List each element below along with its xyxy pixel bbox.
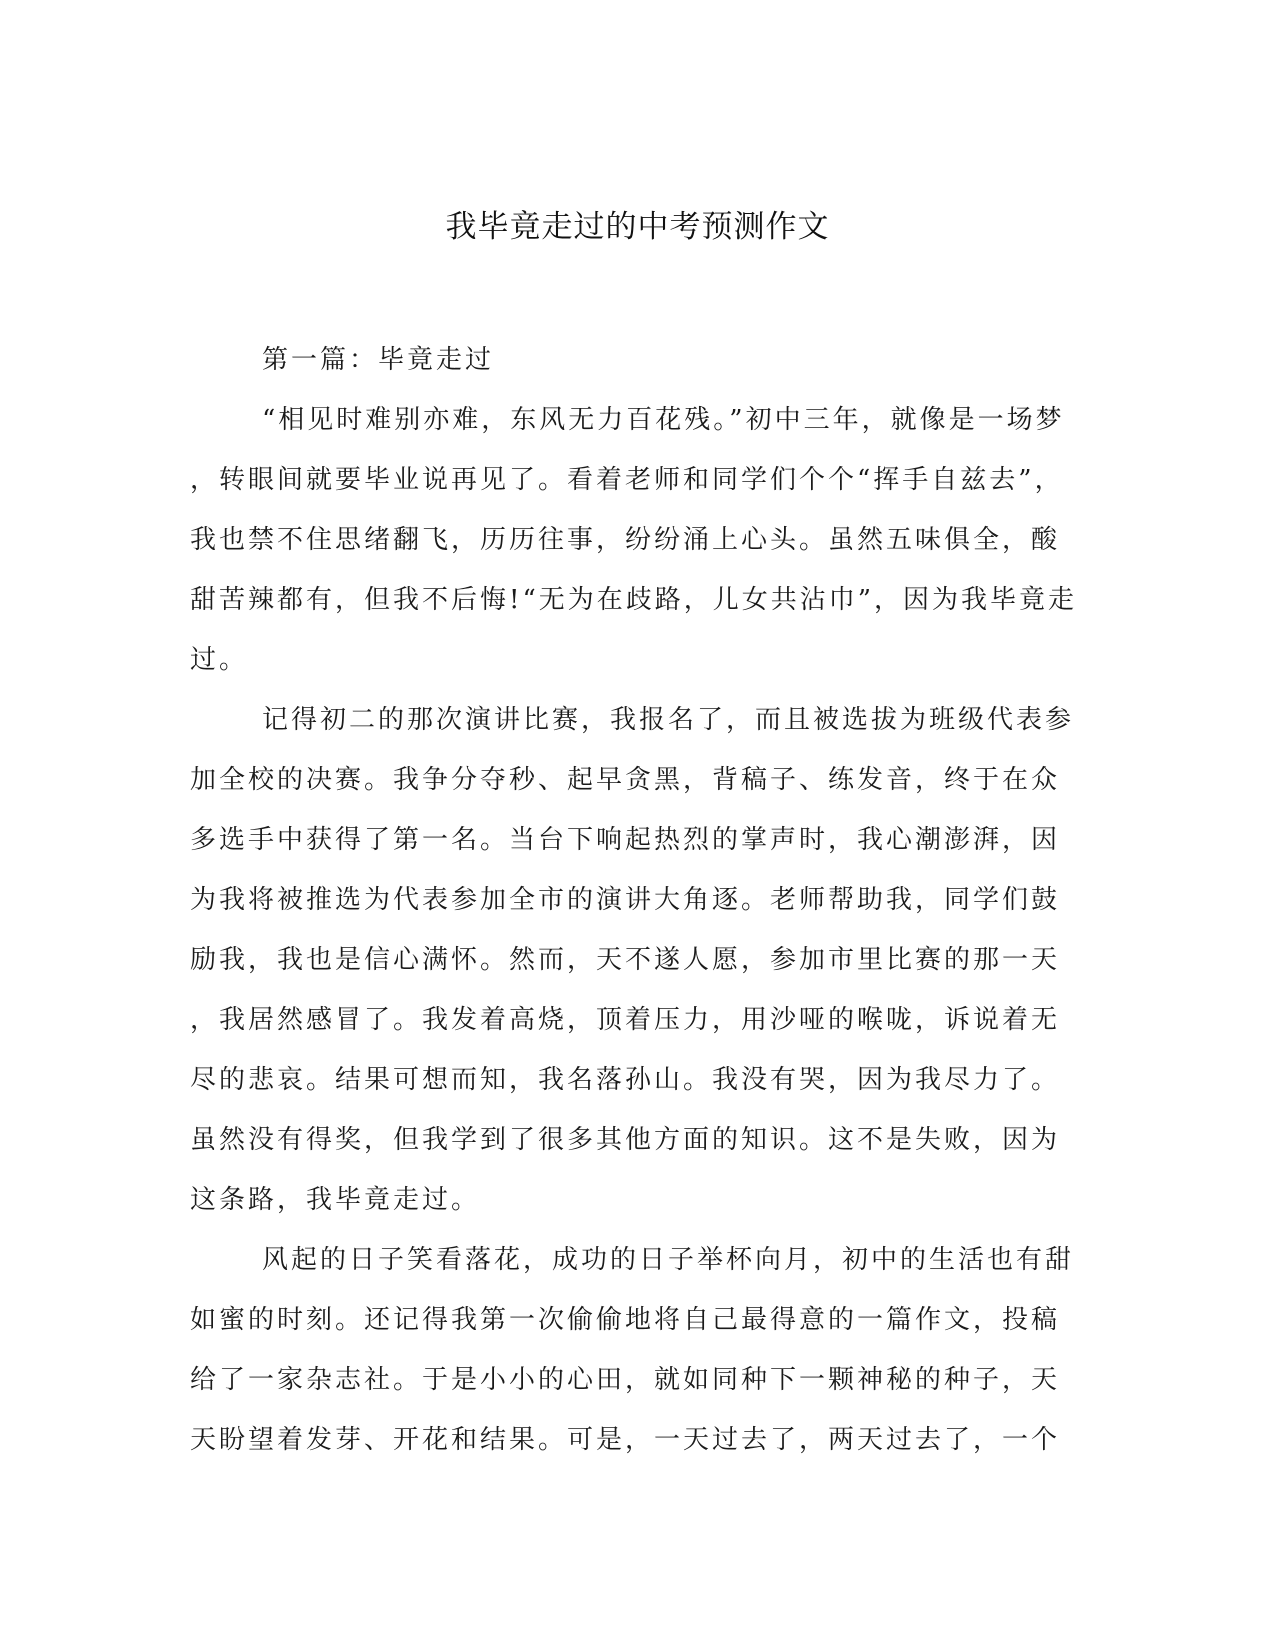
- document-title: 我毕竟走过的中考预测作文: [445, 209, 830, 245]
- paragraph-line: ，转眼间就要毕业说再见了。看着老师和同学们个个“挥手自兹去”，: [190, 465, 1064, 495]
- paragraph-line: 记得初二的那次演讲比赛，我报名了，而且被选拔为班级代表参: [262, 705, 1075, 735]
- paragraph-line: “相见时难别亦难，东风无力百花残。”初中三年，就像是一场梦: [262, 405, 1065, 435]
- paragraph-line: ，我居然感冒了。我发着高烧，顶着压力，用沙哑的喉咙，诉说着无: [190, 1005, 1061, 1035]
- paragraph-1: [190, 390, 1080, 690]
- paragraph-line: 如蜜的时刻。还记得我第一次偷偷地将自己最得意的一篇作文，投稿: [190, 1305, 1061, 1335]
- paragraph-line: 给了一家杂志社。于是小小的心田，就如同种下一颗神秘的种子，天: [190, 1365, 1061, 1395]
- paragraph-3: [190, 1230, 1080, 1470]
- paragraph-line: 虽然没有得奖，但我学到了很多其他方面的知识。这不是失败，因为: [190, 1125, 1061, 1155]
- paragraph-line: 我也禁不住思绪翻飞，历历往事，纷纷涌上心头。虽然五味俱全，酸: [190, 525, 1061, 555]
- paragraph-line: 为我将被推选为代表参加全市的演讲大角逐。老师帮助我，同学们鼓: [190, 885, 1061, 915]
- paragraph-line: 多选手中获得了第一名。当台下响起热烈的掌声时，我心潮澎湃，因: [190, 825, 1061, 855]
- paragraph-line: 甜苦辣都有，但我不后悔!“无为在歧路，儿女共沾巾”，因为我毕竟走: [190, 585, 1078, 615]
- paragraph-line: 风起的日子笑看落花，成功的日子举杯向月，初中的生活也有甜: [262, 1245, 1075, 1275]
- paragraph-line: 天盼望着发芽、开花和结果。可是，一天过去了，两天过去了，一个: [190, 1425, 1061, 1455]
- paragraph-2: [190, 690, 1080, 1230]
- paragraph-line: 过。: [190, 645, 249, 675]
- paragraph-line: 加全校的决赛。我争分夺秒、起早贪黑，背稿子、练发音，终于在众: [190, 765, 1061, 795]
- document-body: [190, 330, 1080, 1470]
- section-heading: 第一篇：毕竟走过: [262, 345, 495, 375]
- paragraph-line: 励我，我也是信心满怀。然而，天不遂人愿，参加市里比赛的那一天: [190, 945, 1061, 975]
- paragraph-line: 尽的悲哀。结果可想而知，我名落孙山。我没有哭，因为我尽力了。: [190, 1065, 1061, 1095]
- paragraph-line: 这条路，我毕竟走过。: [190, 1185, 481, 1215]
